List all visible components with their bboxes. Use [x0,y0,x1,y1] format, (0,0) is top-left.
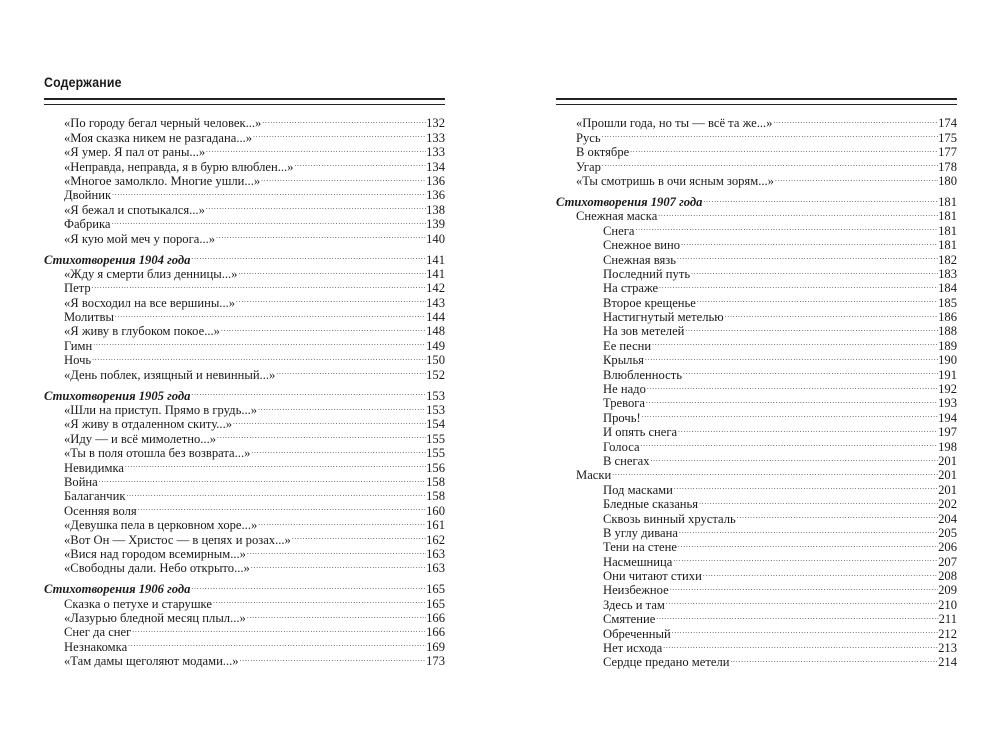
dot-leader [98,472,426,486]
toc-entry[interactable] [556,479,957,497]
toc-entry-page: 208 [938,569,957,584]
toc-entry-title: Невидимка [64,460,125,475]
toc-entry-page: 183 [938,266,957,281]
dot-leader [205,142,426,156]
toc-entry-title: Маски [576,468,612,483]
toc-entry-title: Угар [576,159,601,174]
toc-entry[interactable] [44,472,445,489]
toc-entry-title: «Ты в поля отошла без возврата...» [64,446,251,461]
toc-entry-page: 190 [938,353,957,368]
toc-entry-title: Ее песни [603,338,652,353]
toc-entry-title: «Ты смотришь в очи ясным зорям...» [576,173,774,188]
toc-entry-page: 194 [938,410,957,425]
toc-entry-page: 212 [938,626,957,641]
toc-entry-page: 181 [938,238,957,253]
toc-entry-title: Нет исхода [603,641,663,656]
dot-leader [644,350,938,364]
dot-leader [216,428,426,442]
dot-leader [673,479,938,493]
toc-entry[interactable] [556,142,957,160]
dot-leader [645,393,938,407]
toc-entry[interactable] [44,364,445,382]
toc-entry-page: 156 [426,460,445,475]
dot-leader [611,465,938,479]
toc-entry-page: 158 [426,489,445,504]
dot-leader [293,156,426,170]
dot-leader [729,652,938,666]
dot-leader [601,127,938,141]
dot-leader [235,292,426,306]
dot-leader [774,171,938,185]
dot-leader [658,278,938,292]
toc-entry-title: Стихотворения 1904 года [44,252,191,267]
toc-entry-title: «Я умер. Я пал от раны...» [64,145,206,160]
toc-entry-title: Осенняя воля [64,503,137,518]
dot-leader [261,113,426,127]
dot-leader [736,508,938,522]
dot-leader [250,558,426,572]
dot-leader [629,142,938,156]
toc-entry-page: 132 [426,116,445,131]
dot-leader [680,235,938,249]
toc-entry[interactable] [556,156,957,174]
dot-leader [640,436,939,450]
toc-entry-page: 134 [426,159,445,174]
toc-entry-page: 143 [426,295,445,310]
toc-entry-title: Последний путь [603,266,691,281]
dot-leader [220,321,426,335]
toc-entry-page: 177 [938,145,957,160]
toc-section-heading[interactable] [44,249,445,267]
dot-leader [126,486,427,500]
toc-entry-title: Тени на стене [603,540,677,555]
toc-entry-page: 193 [938,396,957,411]
dot-leader [702,566,938,580]
dot-leader [641,407,938,421]
dot-leader [111,185,426,199]
toc-entry-title: Двойник [64,188,112,203]
toc-entry-title: Не надо [603,382,646,397]
toc-entry-title: «Я живу в отдаленном скиту...» [64,417,233,432]
toc-entry-page: 173 [426,654,445,669]
toc-entry-page: 189 [938,338,957,353]
toc-entry-title: Балаганчик [64,489,126,504]
toc-entry-page: 204 [938,511,957,526]
toc-entry-title: Сказка о петухе и старушке [64,596,212,611]
toc-entry-page: 141 [426,266,445,281]
dot-leader [677,422,938,436]
toc-entry-page: 153 [426,388,445,403]
dot-leader [215,228,426,242]
toc-entry-title: «Иду — и всё мимолетно...» [64,431,217,446]
dot-leader [690,264,938,278]
dot-leader [772,113,938,127]
toc-entry-title: «Я кую мой меч у порога...» [64,231,216,246]
toc-entry-page: 166 [426,611,445,626]
dot-leader [650,451,939,465]
toc-entry-page: 210 [938,597,957,612]
toc-entry-title: Насмешница [603,554,673,569]
toc-entry-page: 163 [426,546,445,561]
dot-leader [92,335,426,349]
toc-entry-page: 205 [938,525,957,540]
toc-entry-title: «Я бежал и спотыкался...» [64,202,205,217]
toc-entry-title: «Моя сказка никем не разгадана...» [64,130,253,145]
toc-entry-page: 175 [938,130,957,145]
dot-leader [127,636,426,650]
dot-leader [239,651,427,665]
toc-entry[interactable] [556,465,957,483]
toc-entry-page: 185 [938,295,957,310]
toc-entry-page: 181 [938,194,957,209]
toc-entry-page: 163 [426,561,445,576]
dot-leader [111,214,427,228]
toc-entry-page: 182 [938,252,957,267]
toc-entry-title: Снежная вязь [603,252,676,267]
dot-leader [651,335,938,349]
toc-entry-page: 169 [426,639,445,654]
dot-leader [205,199,426,213]
toc-entry-page: 133 [426,130,445,145]
dot-leader [131,622,426,636]
toc-entry-title: И опять снега [603,425,678,440]
toc-entry-page: 197 [938,425,957,440]
dot-leader [678,523,938,537]
toc-entry-title: Снег да снег [64,625,132,640]
toc-entry-page: 181 [938,209,957,224]
toc-entry-title: «Многое замолкло. Многие ушли...» [64,173,261,188]
toc-entry-page: 201 [938,482,957,497]
dot-leader [190,385,426,399]
toc-entry-title: Стихотворения 1905 года [44,388,191,403]
toc-entry-page: 139 [426,217,445,232]
toc-entry-page: 158 [426,474,445,489]
dot-leader [724,307,938,321]
toc-entry-page: 150 [426,353,445,368]
toc-entry-title: Русь [576,130,601,145]
toc-entry[interactable] [44,350,445,368]
toc-entry-title: Незнакомка [64,639,128,654]
toc-entry-page: 160 [426,503,445,518]
toc-left-column [44,113,445,669]
dot-leader [634,220,938,234]
toc-section-heading[interactable] [44,579,445,597]
toc-entry-page: 154 [426,417,445,432]
dot-leader [669,580,938,594]
toc-entry-title: Сердце предано метели [603,655,730,670]
toc-entry-page: 149 [426,338,445,353]
toc-entry-page: 148 [426,324,445,339]
dot-leader [232,414,426,428]
dot-leader [672,551,938,565]
toc-entry-page: 192 [938,382,957,397]
toc-entry[interactable] [44,278,445,296]
toc-entry[interactable] [44,486,445,504]
toc-entry-title: Стихотворения 1906 года [44,582,191,597]
toc-entry-page: 141 [426,252,445,267]
toc-entry-title: «Прошли года, но ты — всё та же...» [576,116,773,131]
dot-leader [702,192,938,206]
dot-leader [246,544,426,558]
toc-entry-page: 180 [938,173,957,188]
toc-entry-title: Бледные сказанья [603,497,699,512]
toc-entry-page: 138 [426,202,445,217]
toc-entry-title: Молитвы [64,310,114,325]
dot-leader [212,593,426,607]
toc-entry-title: «Лазурью бледной месяц плыл...» [64,611,246,626]
toc-entry-title: «Девушка пела в церковном хоре...» [64,518,258,533]
toc-entry[interactable] [44,113,445,131]
toc-entry-title: Снежная маска [576,209,658,224]
toc-entry-page: 201 [938,468,957,483]
dot-leader [682,364,938,378]
toc-entry-page: 136 [426,188,445,203]
toc-entry-page: 152 [426,367,445,382]
dot-leader [137,500,426,514]
toc-entry-title: «День поблек, изящный и невинный...» [64,367,276,382]
toc-entry-page: 162 [426,532,445,547]
toc-entry[interactable] [44,335,445,353]
toc-entry-page: 201 [938,453,957,468]
dot-leader [275,364,426,378]
toc-entry-title: Обреченный [603,626,671,641]
dot-leader [246,608,426,622]
toc-entry-page: 140 [426,231,445,246]
toc-entry[interactable] [44,292,445,310]
dot-leader [91,350,426,364]
toc-entry-title: Стихотворения 1907 года [556,194,703,209]
toc-entry-page: 198 [938,439,957,454]
dot-leader [696,292,938,306]
dot-leader [657,206,938,220]
dot-leader [677,537,938,551]
toc-entry-title: Прочь! [603,410,641,425]
toc-entry-page: 133 [426,145,445,160]
dot-leader [237,264,426,278]
toc-entry-title: Фабрика [64,217,111,232]
toc-entry[interactable] [556,127,957,145]
header-rule-left [44,98,445,105]
toc-entry-title: «Свободны дали. Небо открыто...» [64,561,250,576]
toc-entry-page: 166 [426,625,445,640]
toc-entry[interactable] [556,171,957,188]
toc-entry-title: Под масками [603,482,673,497]
toc-entry-title: Гимн [64,338,93,353]
toc-entry-title: Крылья [603,353,644,368]
toc-entry-title: В снегах [603,453,650,468]
toc-entry-page: 206 [938,540,957,555]
toc-entry-title: Тревога [603,396,646,411]
toc-entry-title: В октябре [576,145,630,160]
toc-entry-title: Снега [603,223,635,238]
dot-leader [250,443,426,457]
toc-entry-page: 153 [426,403,445,417]
toc-entry-page: 209 [938,583,957,598]
dot-leader [698,494,938,508]
toc-entry-title: «Жду я смерти близ денницы...» [64,266,238,281]
toc-entry-title: В углу дивана [603,525,678,540]
toc-entry-page: 155 [426,446,445,461]
toc-entry-title: «Вот Он — Христос — в цепях и розах...» [64,532,291,547]
toc-entry-title: Снежное вино [603,238,681,253]
dot-leader [190,579,426,593]
toc-section-heading[interactable] [44,385,445,403]
toc-entry-title: «Неправда, неправда, я в бурю влюблен...» [64,159,294,174]
toc-entry-title: «Вися над городом всемирным...» [64,546,246,561]
toc-entry-title: Ночь [64,353,92,368]
toc-entry-page: 155 [426,431,445,446]
dot-leader [252,127,426,141]
dot-leader [190,249,426,263]
toc-entry-page: 161 [426,518,445,533]
toc-entry-title: На зов метелей [603,324,685,339]
toc-entry-page: 214 [938,655,957,670]
toc-entry-page: 178 [938,159,957,174]
toc-entry-page: 142 [426,281,445,296]
dot-leader [655,609,938,623]
toc-right-column [556,113,957,670]
toc-entry-page: 184 [938,281,957,296]
toc-entry-title: Война [64,474,98,489]
toc-entry-title: «Я живу в глубоком покое...» [64,324,220,339]
toc-entry-title: Здесь и там [603,597,665,612]
toc-entry-title: Неизбежное [603,583,669,598]
toc-entry-title: Сквозь винный хрусталь [603,511,736,526]
dot-leader [291,529,426,543]
toc-entry-title: Настигнутый метелью [603,310,724,325]
dot-leader [684,321,938,335]
toc-entry-title: Смятение [603,612,656,627]
toc-section-heading[interactable] [556,192,957,209]
toc-entry-title: На страже [603,281,659,296]
toc-entry-title: Голоса [603,439,640,454]
page-title: Содержание [44,74,122,90]
dot-leader [601,156,938,170]
dot-leader [257,515,426,529]
dot-leader [676,249,938,263]
toc-entry-title: «Я восходил на все вершины...» [64,295,236,310]
toc-entry-page: 174 [938,116,957,131]
toc-entry-title: «Шли на приступ. Прямо в грудь...» [64,403,258,417]
header-rule-right [556,98,957,105]
dot-leader [114,307,426,321]
toc-entry-page: 207 [938,554,957,569]
toc-entry-page: 188 [938,324,957,339]
dot-leader [124,457,426,471]
toc-entry-page: 191 [938,367,957,382]
toc-entry-page: 136 [426,173,445,188]
toc-entry-page: 165 [426,596,445,611]
dot-leader [662,638,938,652]
dot-leader [260,171,426,185]
toc-entry-page: 144 [426,310,445,325]
dot-leader [646,379,938,393]
toc-entry-page: 211 [938,612,957,627]
toc-entry-title: Петр [64,281,91,296]
toc-entry-title: Второе крещенье [603,295,696,310]
toc-entry-page: 202 [938,497,957,512]
dot-leader [257,400,426,414]
toc-entry-page: 213 [938,641,957,656]
toc-entry[interactable] [556,113,957,131]
toc-entry-page: 181 [938,223,957,238]
toc-entry-title: «Там дамы щеголяют модами...» [64,654,239,669]
toc-entry-title: Влюбленность [603,367,682,382]
toc-entry-page: 165 [426,582,445,597]
dot-leader [665,594,938,608]
toc-entry-title: Они читают стихи [603,569,702,584]
dot-leader [671,623,938,637]
dot-leader [91,278,426,292]
toc-entry-page: 186 [938,310,957,325]
toc-entry-title: «По городу бегал черный человек...» [64,116,262,131]
